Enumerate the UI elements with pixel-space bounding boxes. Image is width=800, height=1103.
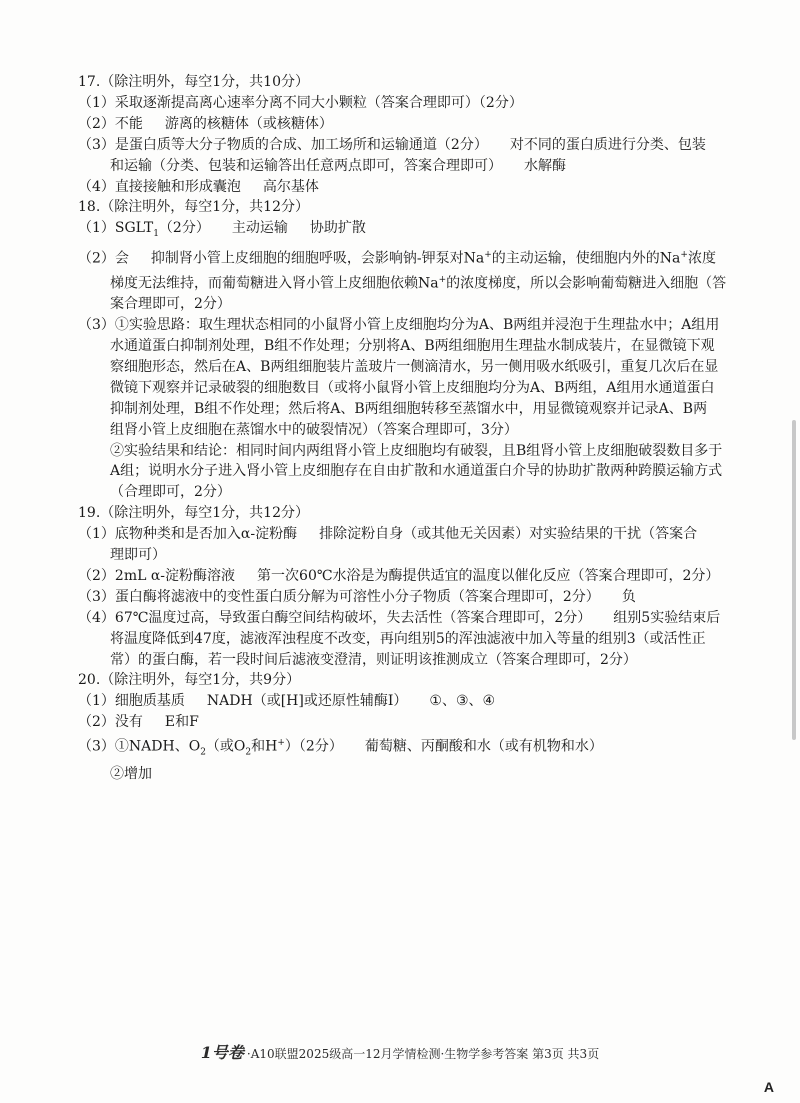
q18-part3-cont3: 微镜下观察并记录破裂的细胞数目（或将小鼠肾小管上皮细胞均分为A、B两组，A组用水通道蛋白 [110, 379, 715, 396]
publisher-logo: 1号卷 [200, 1043, 244, 1062]
q18-part3-cont1: 水通道蛋白抑制剂处理，B组不作处理；分别将A、B两组细胞用生理盐水制成装片，在显微镜下观 [110, 337, 715, 354]
q17-part3: （3）是蛋白质等大分子物质的合成、加工场所和运输通道（2分） 对不同的蛋白质进行分类、包装 [78, 136, 706, 153]
footer-text: ·A10联盟2025级高一12月学情检测·生物学参考答案 第3页 共3页 [246, 1047, 600, 1061]
q20-header: 20.（除注明外，每空1分，共9分） [78, 672, 301, 689]
q20-part2: （2）没有 E和F [78, 714, 199, 731]
q18-part3-result: ②实验结果和结论：相同时间内两组肾小管上皮细胞均有破裂，且B组肾小管上皮细胞破裂数目多于 [110, 442, 723, 459]
q18-part3-result-cont1: A组；说明水分子进入肾小管上皮细胞存在自由扩散和水通道蛋白介导的协助扩散两种跨膜运输方式 [110, 463, 723, 480]
q19-part4-cont2: 常）的蛋白酶，若一段时间后滤液变澄清，则证明该推测成立（答案合理即可，2分） [110, 651, 637, 668]
q18-part1: $(1)SGLT_1(2$分） 主动运输 协助扩散 [78, 220, 366, 240]
q17-part3-cont: 和运输（分类、包装和运输答出任意两点即可，答案合理即可） 水解酶 [110, 157, 566, 174]
q18-part3-result-cont2: （合理即可，2分） [110, 484, 231, 501]
q18-part3: （3）①实验思路：取生理状态相同的小鼠肾小管上皮细胞均分为A、B两组并浸泡于生理盐水中；A组用 [78, 317, 720, 334]
q17-part4: （4）直接接触和形成囊泡 高尔基体 [78, 178, 319, 195]
q17-header: 17.（除注明外，每空1分，共10分） [78, 74, 309, 90]
q18-header: 18.（除注明外，每空1分，共12分） [78, 199, 309, 216]
q18-part3-cont4: 抑制剂处理，B组不作处理；然后将A、B两组细胞转移至蒸馏水中，用显微镜观察并记录A、B两 [110, 400, 708, 417]
q19-part4: （4）67℃温度过高，导致蛋白酶空间结构破坏，失去活性（答案合理即可，2分） 组别5实验结束后 [78, 609, 721, 626]
answer-content [78, 72, 738, 784]
corner-mark: A [763, 1079, 774, 1095]
q20-part1: （1）细胞质基质 NADH（或[H]或还原性辅酶Ⅰ） ①、③、④ [78, 693, 496, 710]
q18-part2-cont2: 案合理即可，2分） [110, 296, 231, 313]
q19-part1-cont: 理即可） [110, 547, 166, 564]
q19-header: 19.（除注明外，每空1分，共12分） [78, 505, 309, 522]
scrollbar[interactable] [792, 420, 796, 740]
q17-part1: （1）采取逐渐提高离心速率分离不同大小颗粒（答案合理即可）（2分） [78, 94, 523, 111]
q19-part4-cont1: 将温度降低到47度，滤液浑浊程度不改变，再向组别5的浑浊滤液中加入等量的组别3（或活性正 [110, 630, 706, 647]
q18-part3-cont2: 察细胞形态，然后在A、B两组细胞装片盖玻片一侧滴清水，另一侧用吸水纸吸引，重复几次后在显 [110, 358, 719, 375]
q19-part2: （2）2mL α-淀粉酶溶液 第一次60℃水浴是为酶提供适宜的温度以催化反应（答案合理即可，2分） [78, 567, 720, 584]
q18-part2: （2）会 抑制肾小管上皮细胞的细胞呼吸，会影响钠-钾泵对Na+的主动运输，使细胞内外的Na+浓度 [78, 250, 716, 267]
q19-part1: （1）底物种类和是否加入α-淀粉酶 排除淀粉自身（或其他无关因素）对实验结果的干扰（答案合 [78, 526, 698, 543]
q19-part3: （3）蛋白酶将滤液中的变性蛋白质分解为可溶性小分子物质（答案合理即可，2分） 负 [78, 588, 636, 605]
page-footer [0, 1040, 800, 1063]
q18-part2-cont1: 梯度无法维持，而葡萄糖进入肾小管上皮细胞依赖Na+的浓度梯度，所以会影响葡萄糖进入细胞（答 [110, 274, 727, 292]
q17-part2: （2）不能 游离的核糖体（或核糖体） [78, 115, 333, 132]
q20-part3: （3）①NADH、$O_2$（或$O_2$和H+）（2分） 葡萄糖、丙酮酸和水（或有机物和水） [78, 738, 603, 758]
q20-part3-cont: ②增加 [110, 765, 152, 782]
q18-part3-cont5: 组肾小管上皮细胞在蒸馏水中的破裂情况）（答案合理即可，3分） [110, 421, 518, 438]
